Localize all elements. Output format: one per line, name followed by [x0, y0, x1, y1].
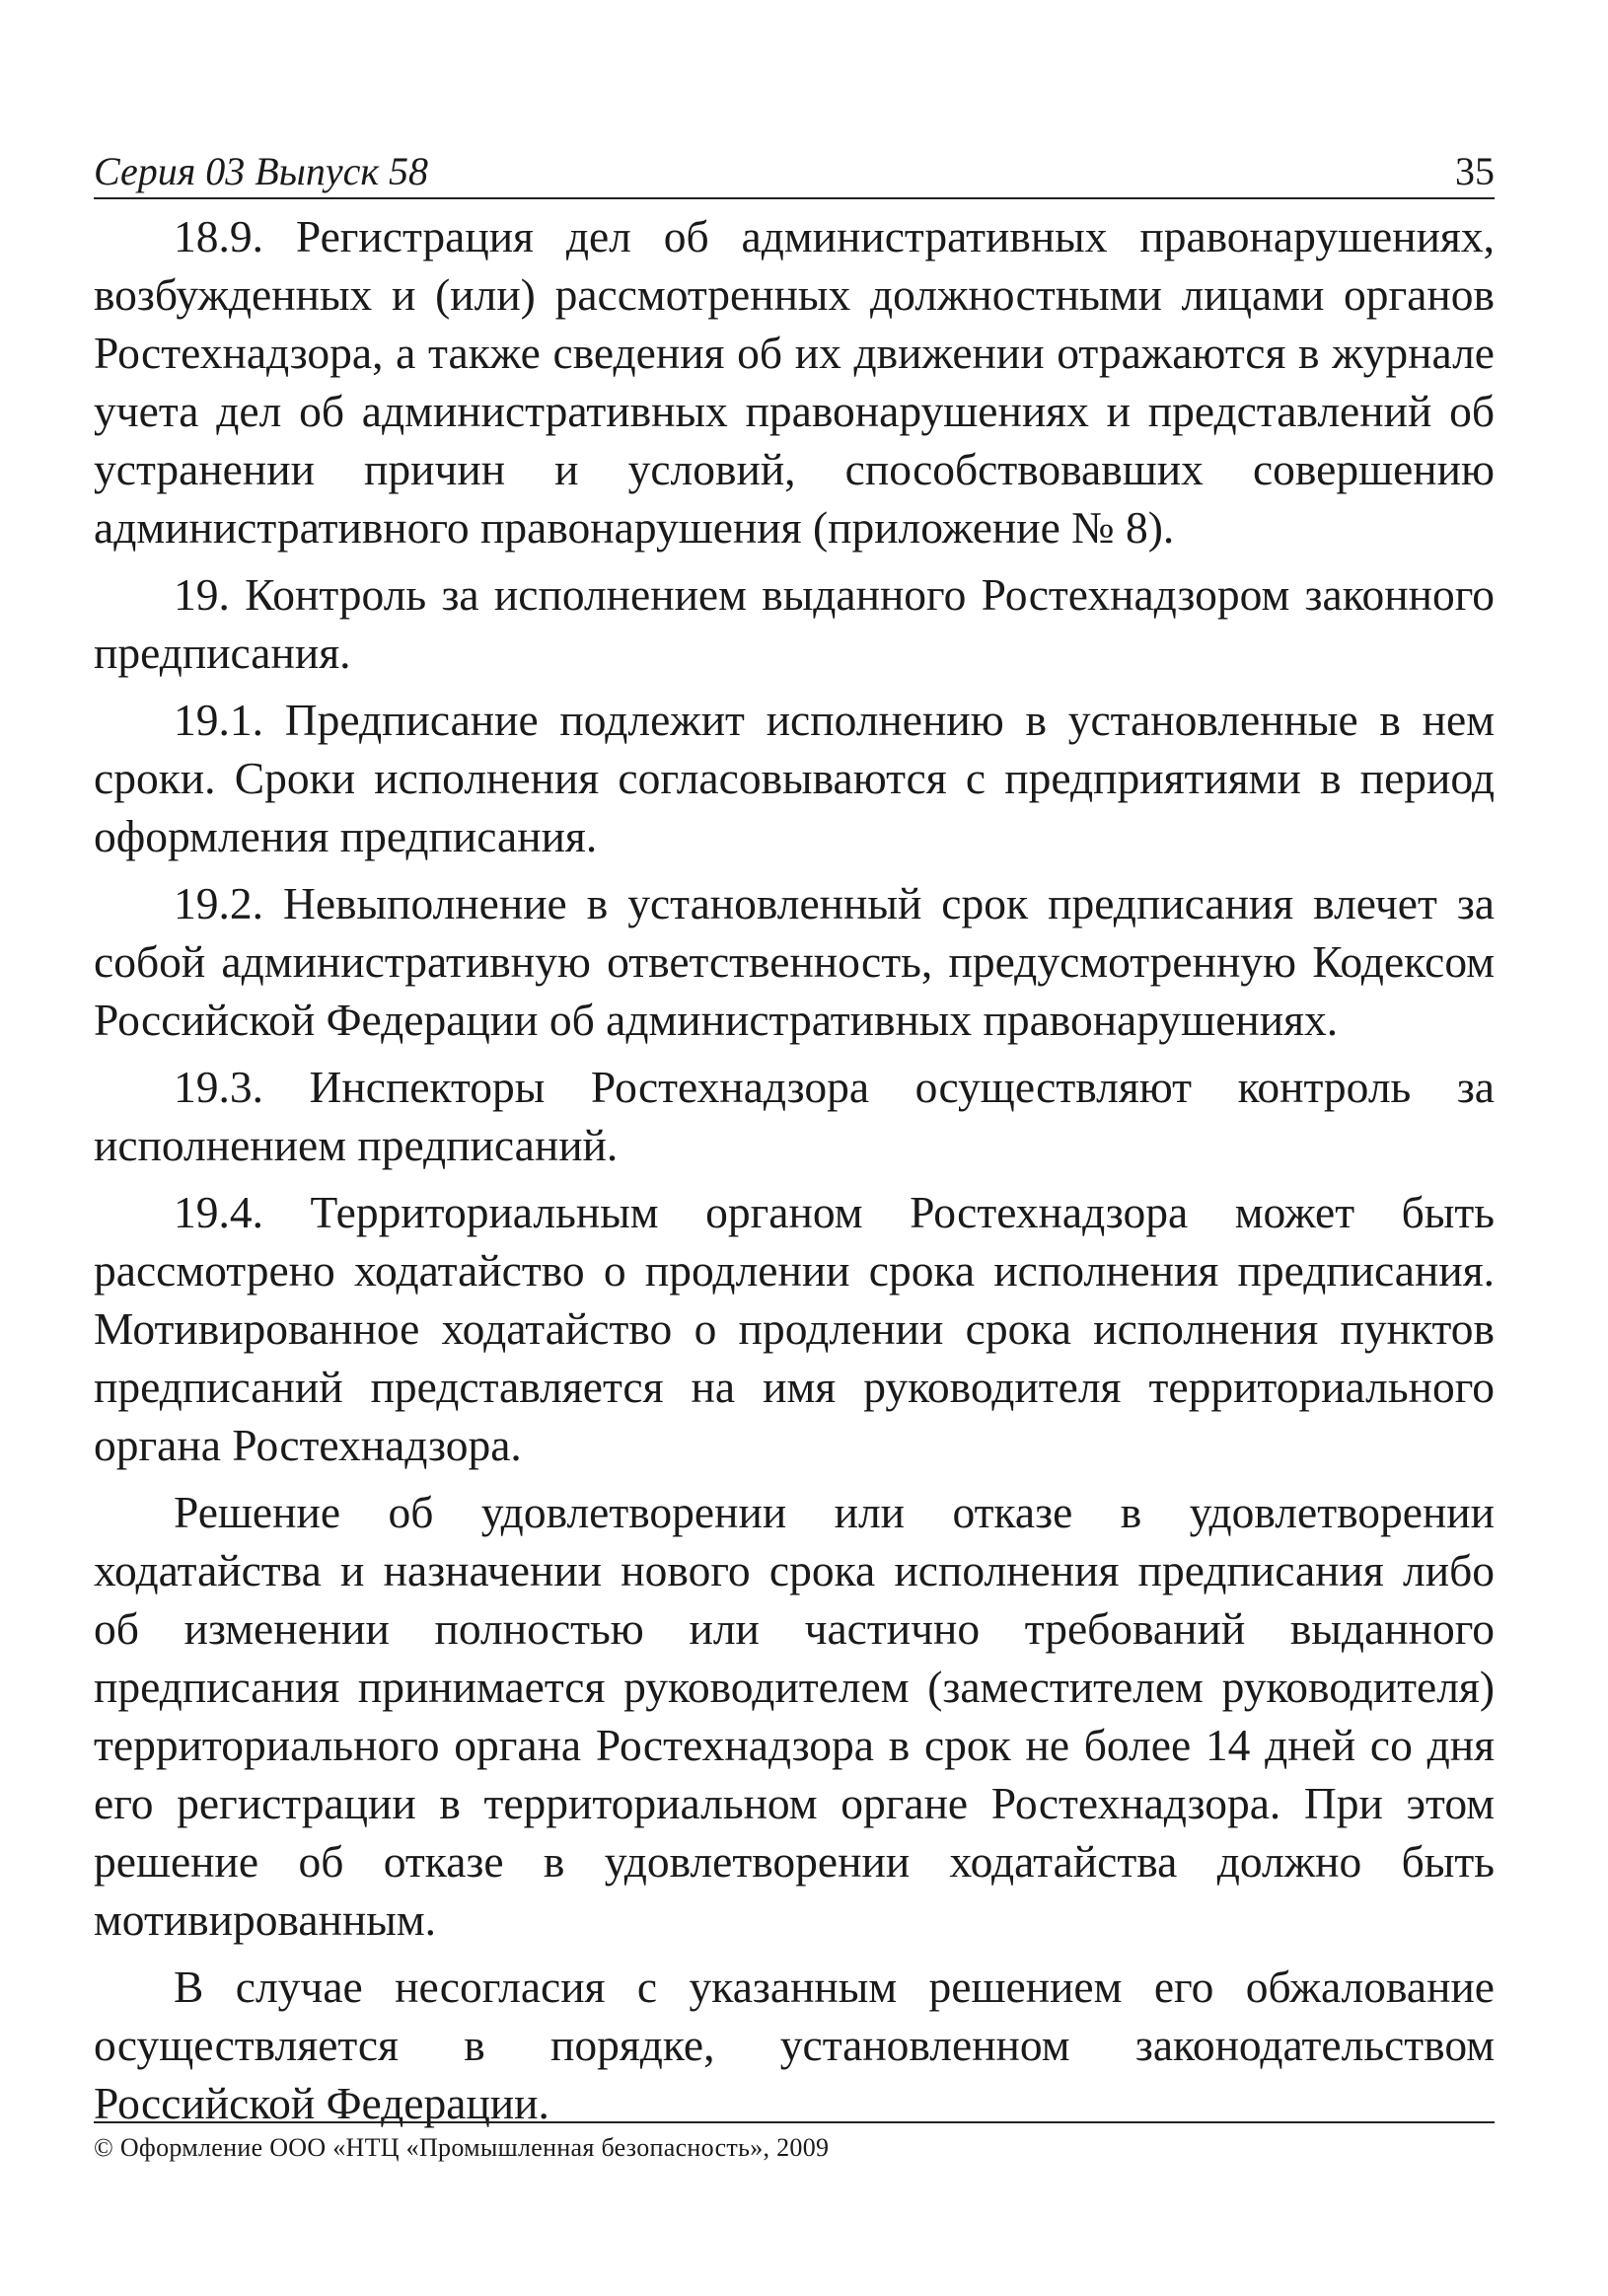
paragraph-19-1: 19.1. Предписание подлежит исполнению в установленные в нем сроки. Сроки исполнения согласовываются с предприятиями в период оформления предписания.: [94, 695, 1495, 861]
paragraph-19-2: 19.2. Невыполнение в установленный срок предписания влечет за собой административную ответственность, предусмотренную Кодексом Российской Федерации об административных правонарушениях.: [94, 878, 1495, 1045]
paragraph-19-3: 19.3. Инспекторы Ростехнадзора осуществляют контроль за исполнением предписаний.: [94, 1062, 1495, 1170]
body-text: [94, 207, 1495, 2141]
paragraph-decision: Решение об удовлетворении или отказе в удовлетворении ходатайства и назначении нового срока исполнения предписания либо об изменении полностью или частично требований выданного предписания принимается руководителем (заместителем руководителя) территориального органа Ростехнадзора в срок не более 14 дней со дня его регистрации в территориальном органе Ростехнадзора. При этом решение об отказе в удовлетворении ходатайства должно быть мотивированным.: [94, 1487, 1495, 1945]
paragraph-19: 19. Контроль за исполнением выданного Ростехнадзором законного предписания.: [94, 569, 1495, 678]
footer-divider: [94, 2121, 1495, 2123]
paragraph-18-9: 18.9. Регистрация дел об административных правонарушениях, возбужденных и (или) рассмотренных должностными лицами органов Ростехнадзора, а также сведения об их движении отражаются в журнале учета дел об административных правонарушениях и представлений об устранении причин и условий, способствовавших совершению административного правонарушения (приложение № 8).: [94, 211, 1495, 553]
paragraph-appeal: В случае несогласия с указанным решением его обжалование осуществляется в порядке, установленном законодательством Российской Федерации.: [94, 1962, 1495, 2128]
copyright-notice: © Оформление ООО «НТЦ «Промышленная безопасность», 2009: [94, 2133, 830, 2162]
series-title: Серия 03 Выпуск 58: [94, 149, 429, 193]
page-number: 35: [1455, 149, 1495, 193]
paragraph-19-4: 19.4. Территориальным органом Ростехнадзора может быть рассмотрено ходатайство о продлении срока исполнения предписания. Мотивированное ходатайство о продлении срока исполнения пунктов предписаний представляется на имя руководителя территориального органа Ростехнадзора.: [94, 1187, 1495, 1470]
running-header: [94, 148, 1495, 199]
